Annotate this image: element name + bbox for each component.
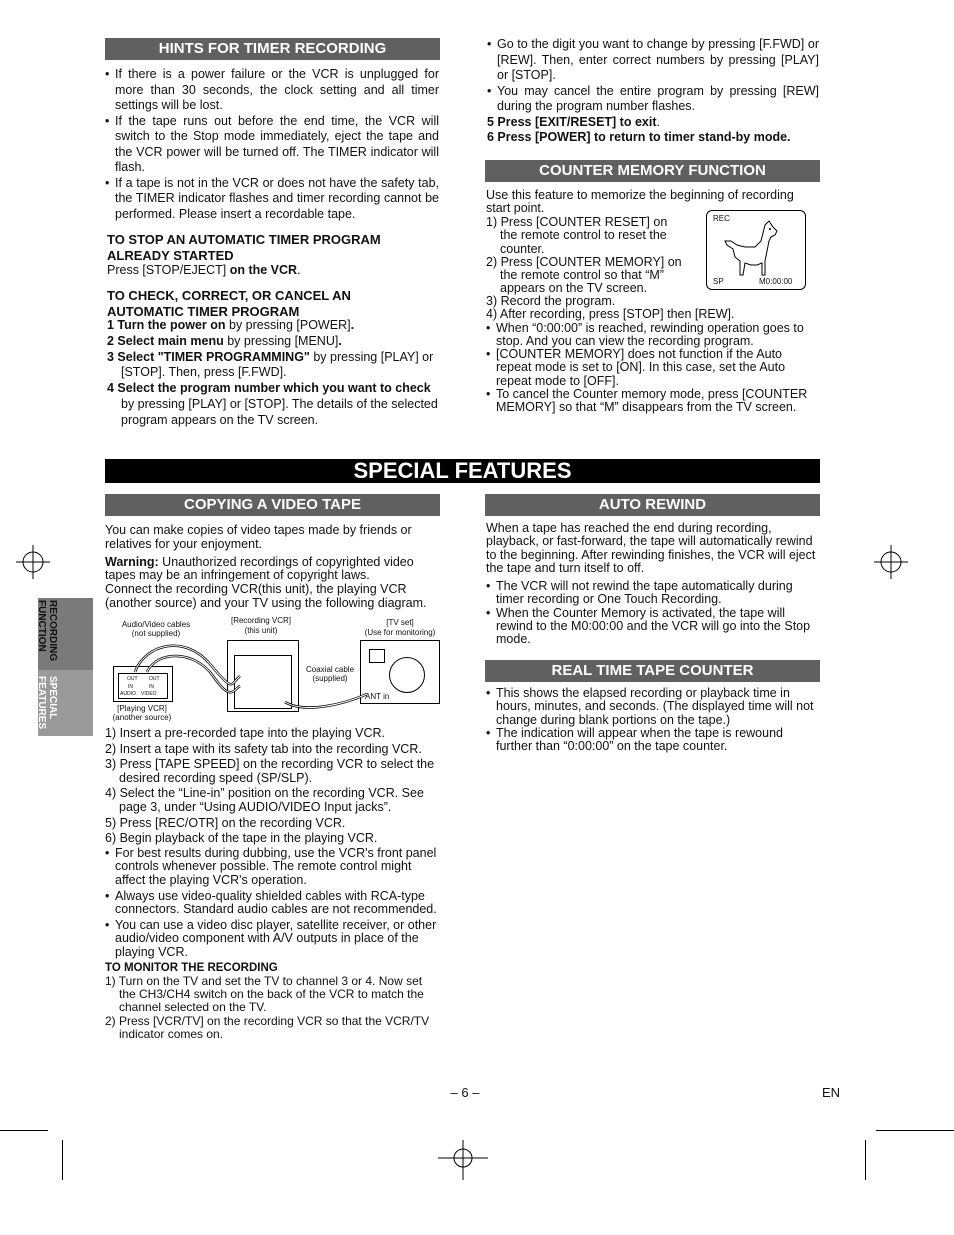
counter-step: 4) After recording, press [STOP] then [REW]. (486, 307, 735, 322)
copying-warning: Warning: Unauthorized recordings of copyrighted video tapes may be an infringement of copyright laws. (105, 554, 414, 583)
crop-mark (876, 1130, 954, 1131)
playing-label: [Playing VCR] (117, 704, 167, 713)
out-jack-label: OUT (127, 676, 138, 682)
registration-mark (16, 545, 50, 579)
hints-heading: HINTS FOR TIMER RECORDING (105, 38, 440, 60)
counter-step: 1) Press [COUNTER RESET] on the remote control to reset the counter. (486, 215, 668, 256)
step-6: 6 Press [POWER] to return to timer stand-by mode. (487, 130, 791, 144)
tv-sub: (Use for monitoring) (364, 628, 436, 637)
tv-label: [TV set] (386, 618, 414, 627)
copying-step: 3) Press [TAPE SPEED] on the recording VCR to select the desired recording speed (SP/SLP). (105, 757, 435, 785)
counter-memory-intro: Use this feature to memorize the beginning of recording start point. (486, 188, 794, 216)
timer-step: 3 Select "TIMER PROGRAMMING" by pressing [PLAY] or [STOP]. Then, press [F.FWD]. (107, 349, 434, 380)
timer-step: 1 Turn the power on by pressing [POWER]. (107, 318, 355, 332)
side-tab-special[interactable] (38, 670, 93, 736)
hint-item: • Go to the digit you want to change by pressing [F.FWD] or [REW]. Then, enter correct numbers by pressing [PLAY] or [STOP]. (487, 37, 819, 84)
copying-intro: You can make copies of video tapes made by friends or relatives for your enjoyment. (105, 523, 412, 551)
counter-note: • To cancel the Counter memory mode, press [COUNTER MEMORY] so that “M” disappears from the TV screen. (486, 388, 820, 415)
counter-memory-steps-b (486, 295, 820, 415)
auto-rewind-note: • When the Counter Memory is activated, the tape will rewind to the M0:00:00 and the VCR will go into the Stop mode. (486, 607, 820, 647)
auto-rewind-note: • The VCR will not rewind the tape automatically during timer recording or One Touch Recording. (486, 580, 820, 607)
recording-sub: (this unit) (244, 626, 278, 635)
stop-timer-heading: TO STOP AN AUTOMATIC TIMER PROGRAM ALREADY STARTED (107, 232, 381, 263)
check-timer-heading: TO CHECK, CORRECT, OR CANCEL AN AUTOMATIC TIMER PROGRAM (107, 288, 351, 319)
connection-diagram (105, 614, 445, 726)
side-tab-recording[interactable] (38, 598, 93, 670)
real-time-counter-heading: REAL TIME TAPE COUNTER (485, 660, 820, 682)
auto-rewind-section (486, 522, 820, 647)
hint-item: • If a tape is not in the VCR or does not have the safety tab, the TIMER indicator flashes and timer recording cannot be performed. Please insert a recordable tape. (105, 176, 439, 223)
copying-step: 5) Press [REC/OTR] on the recording VCR. (105, 815, 346, 830)
stop-timer-text: Press [STOP/EJECT] on the VCR. (107, 263, 301, 277)
side-tab-label: SPECIAL FEATURES (36, 676, 58, 730)
cables-sub: (not supplied) (131, 629, 181, 638)
copying-intro-section (105, 524, 440, 611)
hint-item: • If the tape runs out before the end time, the VCR will switch to the Stop mode immediately, eject the tape and the VCR power will be turned off. The TIMER indicator will flash. (105, 114, 439, 176)
cables (105, 614, 445, 726)
dog-icon (721, 217, 785, 281)
counter-step: 2) Press [COUNTER MEMORY] on the remote control so that “M” appears on the TV screen. (486, 254, 682, 296)
copying-heading: COPYING A VIDEO TAPE (105, 494, 440, 516)
copying-step: 2) Insert a tape with its safety tab into the recording VCR. (105, 741, 422, 756)
real-time-counter-section (486, 687, 820, 753)
crop-mark (865, 1140, 866, 1180)
auto-rewind-intro: When a tape has reached the end during recording, playback, or fast-forward, the tape will automatically rewind to the beginning. After rewinding finishes, the VCR will eject the tape and turn itself to off. (486, 521, 816, 575)
real-time-note: • The indication will appear when the tape is rewound further than “0:00:00” on the tape counter. (486, 727, 820, 754)
hint-item: • You may cancel the entire program by pressing [REW] during the program number flashes. (487, 84, 819, 115)
hint-item: • If there is a power failure or the VCR is unplugged for more than 30 seconds, the clock setting and all timer settings will be lost. (105, 67, 439, 114)
screen-counter: M0:00:00 (759, 277, 793, 286)
copying-step: 6) Begin playback of the tape in the playing VCR. (105, 831, 378, 846)
copying-note: • You can use a video disc player, satellite receiver, or other audio/video component with A/V outputs in place of the playing VCR. (105, 919, 445, 960)
copying-note: • Always use video-quality shielded cables with RCA-type connectors. Standard audio cables are not recommended. (105, 890, 445, 917)
real-time-note: • This shows the elapsed recording or playback time in hours, minutes, and seconds. (The displayed time will not change during blank portions on the tape.) (486, 687, 820, 727)
coax-label: Coaxial cable (305, 665, 355, 674)
hints-continued (487, 37, 819, 146)
crop-mark (62, 1140, 63, 1180)
monitor-step: 2) Press [VCR/TV] on the recording VCR so that the VCR/TV indicator comes on. (105, 1013, 430, 1041)
video-jack-label: VIDEO (141, 691, 157, 697)
language-code: EN (822, 1085, 841, 1100)
audio-jack-label: AUDIO (120, 691, 136, 697)
counter-note: • [COUNTER MEMORY] does not function if the Auto repeat mode is set to [ON]. In this case, set the Auto repeat mode to [OFF]. (486, 348, 820, 388)
playing-sub: (another source) (112, 713, 172, 722)
registration-mark (874, 545, 908, 579)
counter-step: 3) Record the program. (486, 294, 616, 308)
check-timer-steps (107, 318, 440, 429)
screen-sp-label: SP (713, 277, 724, 286)
coax-sub: (supplied) (312, 674, 348, 683)
screen-rec-label: REC (713, 214, 730, 223)
page-number: – 6 – (450, 1085, 480, 1100)
monitor-step: 1) Turn on the TV and set the TV to channel 3 or 4. Now set the CH3/CH4 switch on the back of the VCR to match the channel selected on the TV. (105, 974, 424, 1015)
in-jack-label: IN (149, 684, 154, 690)
out-jack-label: OUT (149, 676, 160, 682)
side-tab-label: RECORDING FUNCTION (36, 600, 58, 662)
hints-section (105, 67, 439, 222)
monitor-steps (105, 975, 440, 1041)
timer-step: 4 Select the program number which you want to check by pressing [PLAY] or [STOP]. The details of the selected program appears on the TV screen. (107, 381, 438, 427)
counter-note: • When “0:00:00” is reached, rewinding operation goes to stop. And you can view the recording program. (486, 322, 820, 349)
crop-mark (0, 1130, 48, 1131)
copying-steps (105, 727, 445, 960)
copying-step: 4) Select the “Line-in” position on the recording VCR. See page 3, under “Using AUDIO/VIDEO Input jacks”. (105, 786, 424, 814)
monitor-heading: TO MONITOR THE RECORDING (105, 962, 278, 974)
step-5: 5 Press [EXIT/RESET] to exit. (487, 114, 660, 129)
page-title: SPECIAL FEATURES (105, 459, 820, 483)
tv-screen-illustration (706, 210, 806, 290)
in-jack-label: IN (128, 684, 133, 690)
copying-note: • For best results during dubbing, use the VCR's front panel controls whenever possible. The remote control might affect the playing VCR's operation. (105, 847, 445, 888)
copying-connect: Connect the recording VCR(this unit), the playing VCR (another source) and your TV using the following diagram. (105, 582, 427, 610)
timer-step: 2 Select main menu by pressing [MENU]. (107, 333, 342, 348)
registration-mark (438, 1140, 488, 1180)
auto-rewind-heading: AUTO REWIND (485, 494, 820, 516)
cables-label: Audio/Video cables (121, 620, 191, 629)
copying-step: 1) Insert a pre-recorded tape into the playing VCR. (105, 726, 386, 740)
counter-memory-steps-a (486, 216, 686, 296)
ant-in-label: ANT in (365, 692, 390, 701)
recording-label: [Recording VCR] (230, 616, 292, 625)
counter-memory-heading: COUNTER MEMORY FUNCTION (485, 160, 820, 182)
